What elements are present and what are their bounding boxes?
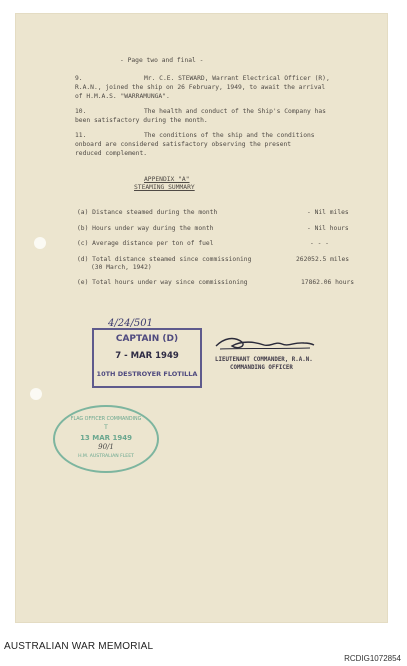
para-line: reduced complement. [75, 150, 148, 157]
summary-value: 262052.5 miles [296, 256, 350, 263]
captain-stamp [92, 328, 202, 388]
page-header: - Page two and final - [120, 57, 204, 64]
receipt-stamp-header: FLAG OFFICER COMMANDING [70, 417, 142, 422]
para-number: 9. [75, 75, 83, 82]
para-line: The conditions of the ship and the conditions [144, 132, 315, 139]
signature [212, 332, 316, 356]
summary-label: (d) Total distance steamed since commissioning [77, 256, 252, 263]
punch-hole [34, 237, 46, 249]
para-line: onboard are considered satisfactory observing the present [75, 141, 292, 148]
summary-label-continued: (30 March, 1942) [91, 264, 152, 271]
receipt-stamp [53, 405, 159, 473]
para-number: 11. [75, 132, 87, 139]
appendix-subtitle: STEAMING SUMMARY [134, 184, 195, 191]
summary-value: - Nil hours [307, 225, 349, 232]
handwritten-reference: 4/24/501 [108, 318, 153, 329]
receipt-stamp-date: 13 MAR 1949 [80, 434, 132, 442]
punch-hole [30, 388, 42, 400]
summary-label: (a) Distance steamed during the month [77, 209, 218, 216]
archive-id: RCDIG1072854 [344, 654, 401, 663]
stamp-title: CAPTAIN (D) [115, 334, 179, 344]
signature-rank: LIEUTENANT COMMANDER, R.A.N. [215, 357, 313, 363]
para-line: been satisfactory during the month. [75, 117, 208, 124]
receipt-stamp-letter: T [104, 424, 108, 431]
receipt-stamp-reference: 90/1 [98, 443, 114, 451]
receipt-stamp-footer: H.M. AUSTRALIAN FLEET [78, 454, 134, 459]
summary-value: - - - [310, 240, 329, 247]
para-line: of H.M.A.S. "WARRAMUNGA". [75, 93, 170, 100]
summary-label: (e) Total hours under way since commissioning [77, 279, 248, 286]
appendix-title: APPENDIX "A" [144, 176, 190, 183]
para-number: 10. [75, 108, 87, 115]
para-line: Mr. C.E. STEWARD, Warrant Electrical Officer (R), [144, 75, 330, 82]
summary-label: (c) Average distance per ton of fuel [77, 240, 214, 247]
para-line: R.A.N., joined the ship on 26 February, 1949, to await the arrival [75, 84, 326, 91]
stamp-unit: 10TH DESTROYER FLOTILLA [96, 370, 198, 378]
signature-role: COMMANDING OFFICER [230, 365, 293, 371]
para-line: The health and conduct of the Ship's Company has [144, 108, 326, 115]
summary-label: (b) Hours under way during the month [77, 225, 214, 232]
summary-value: 17862.06 hours [301, 279, 355, 286]
document-page [16, 14, 387, 622]
stamp-date: 7 - MAR 1949 [115, 351, 179, 361]
archive-credit: AUSTRALIAN WAR MEMORIAL [4, 641, 154, 652]
summary-value: - Nil miles [307, 209, 349, 216]
